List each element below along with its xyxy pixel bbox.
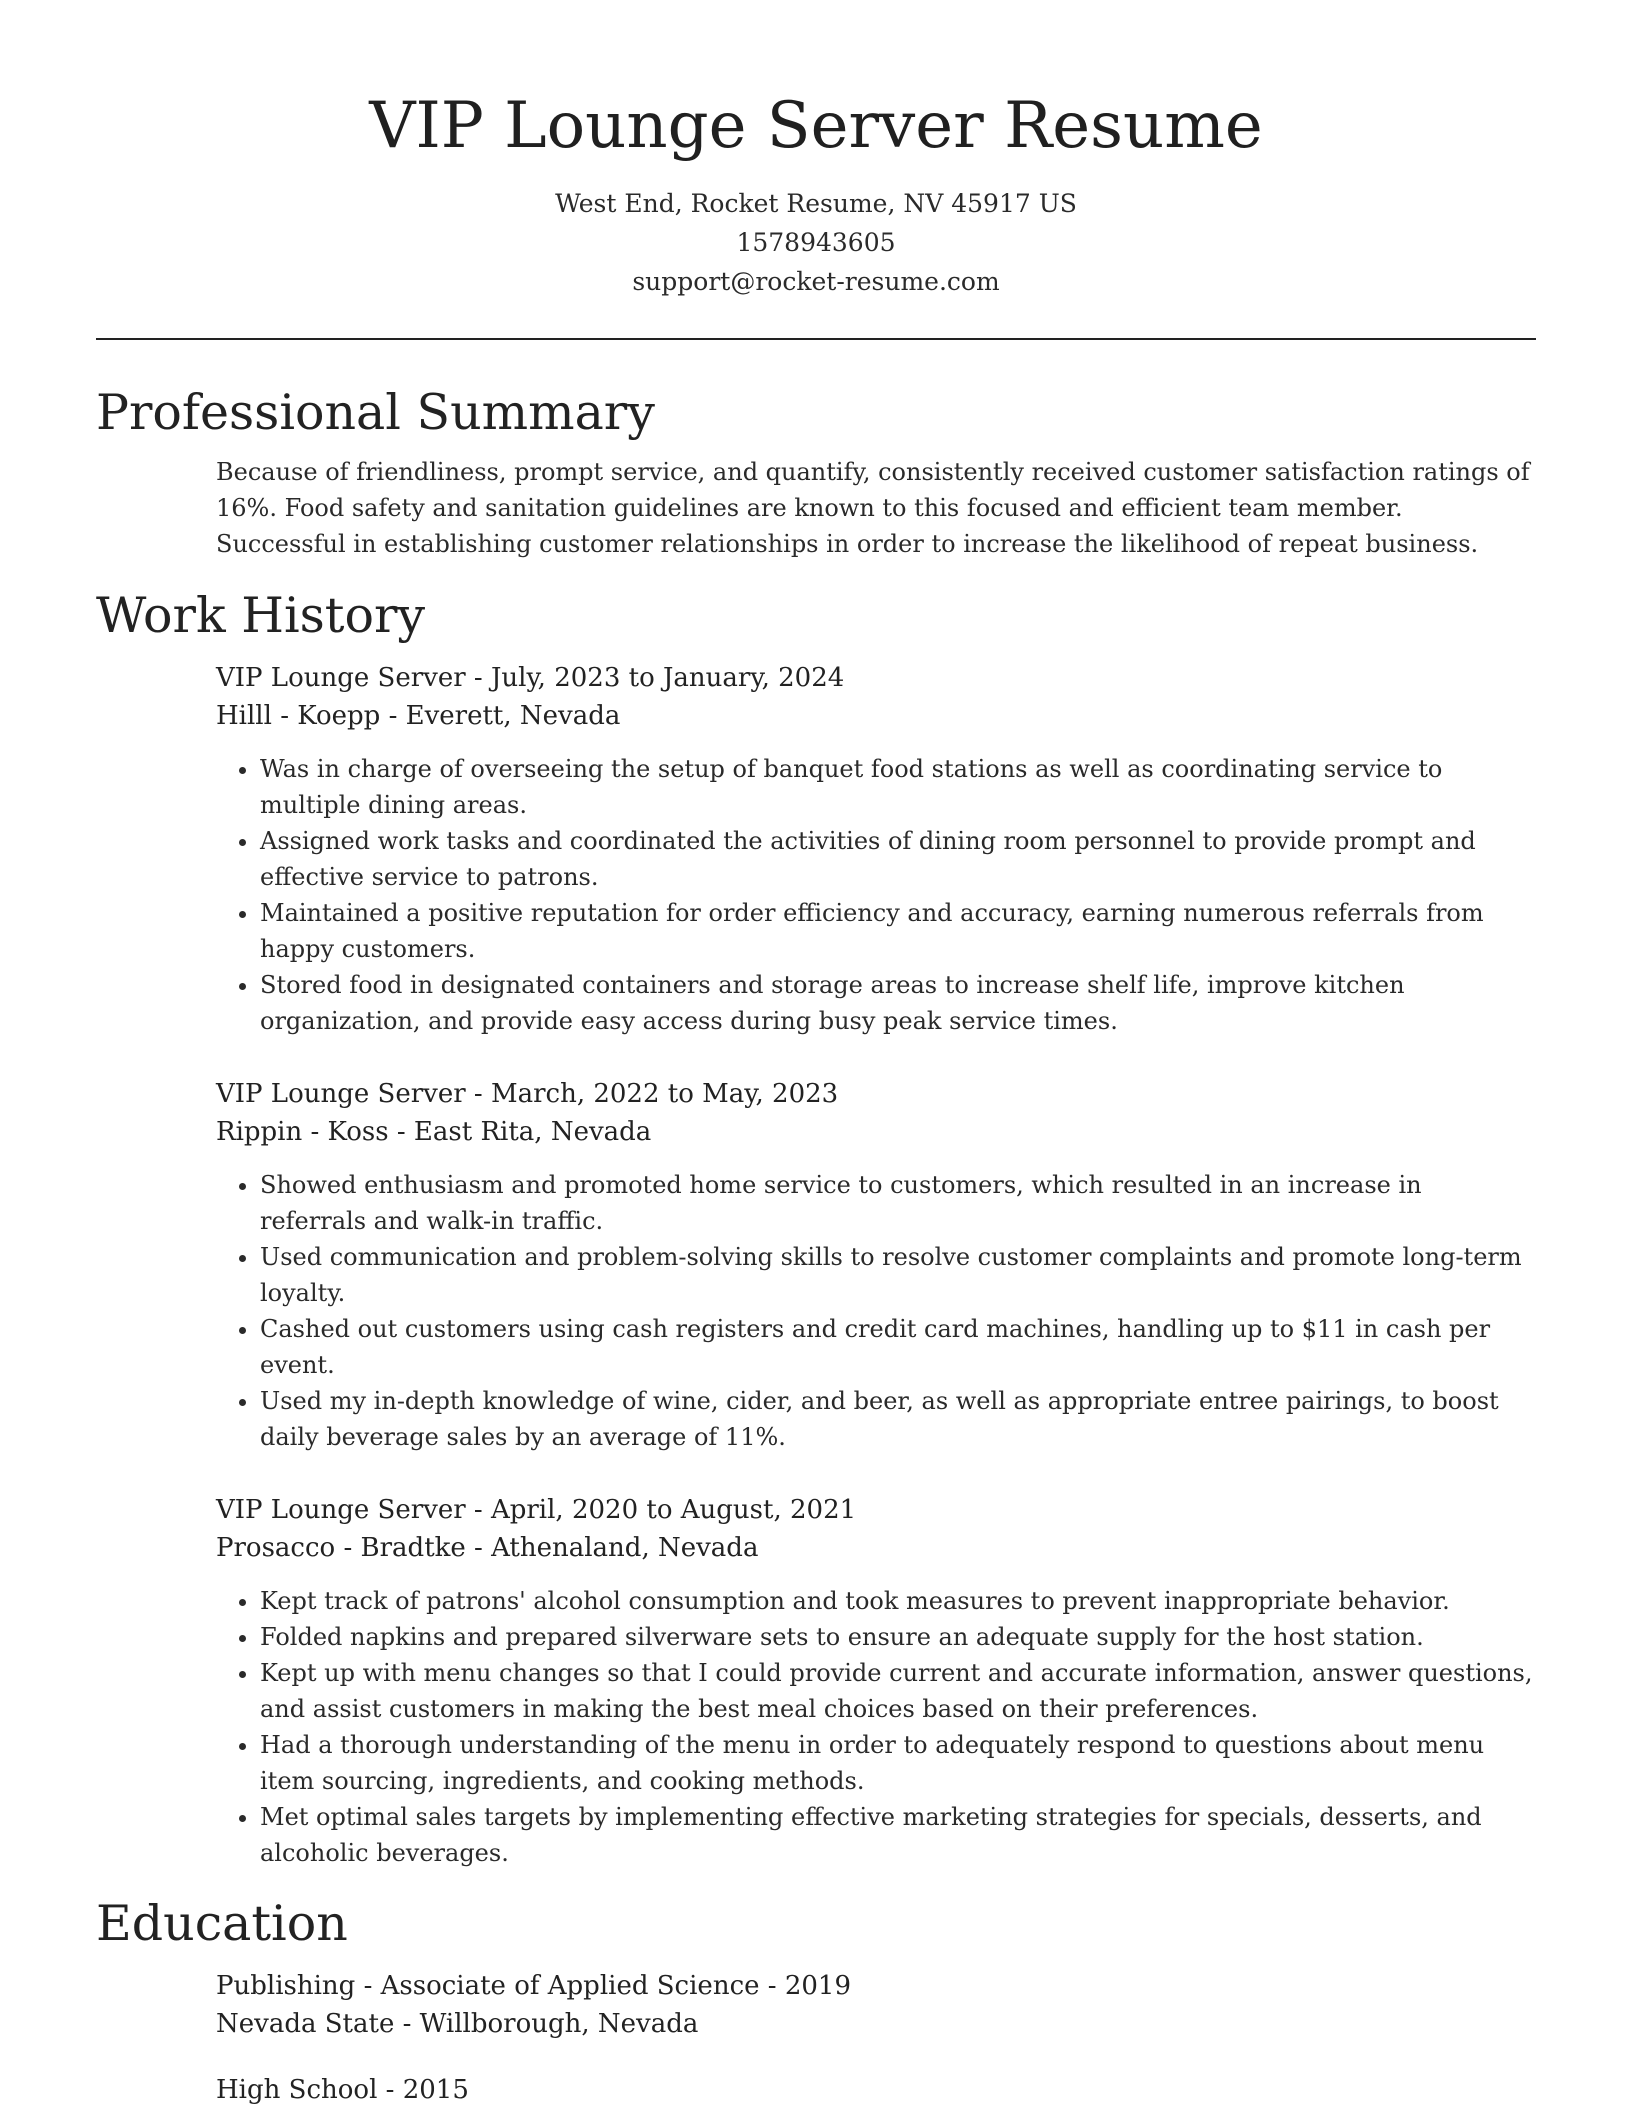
job-entry	[96, 1491, 1536, 1871]
job-bullet: • Used communication and problem-solving skills to resolve customer complaints and promote long-term loyalty.	[260, 1239, 1535, 1311]
contact-phone: 1578943605	[736, 228, 896, 257]
education-heading: Education	[96, 1895, 348, 1952]
education-entry	[216, 1967, 1536, 2043]
job-bullet-list	[96, 1167, 1535, 1455]
job-bullet: • Cashed out customers using cash registers and credit card machines, handling up to $11 in cash per event.	[260, 1311, 1535, 1383]
resume-header	[96, 0, 1536, 301]
job-bullet-list	[96, 751, 1535, 1039]
education-degree-year: High School - 2015	[216, 2075, 469, 2105]
job-company-location: Hilll - Koepp - Everett, Nevada	[216, 701, 621, 731]
education-section	[96, 1893, 1536, 2109]
job-bullet: • Used my in-depth knowledge of wine, cider, and beer, as well as appropriate entree pairings, to boost daily beverage sales by an average of 11%.	[260, 1383, 1535, 1455]
job-entry	[96, 659, 1536, 1039]
resume-page	[96, 0, 1536, 2109]
job-company-location: Rippin - Koss - East Rita, Nevada	[216, 1117, 652, 1147]
job-entry	[96, 1075, 1536, 1455]
resume-title: VIP Lounge Server Resume	[369, 89, 1263, 163]
work-history-heading: Work History	[96, 587, 426, 644]
header-divider	[96, 338, 1536, 340]
education-entry	[216, 2071, 1536, 2109]
job-bullet: • Folded napkins and prepared silverware sets to ensure an adequate supply for the host station.	[260, 1619, 1535, 1655]
contact-info	[96, 184, 1536, 301]
summary-text: Because of friendliness, prompt service, and quantify, consistently received customer satisfaction ratings of 16%. Food safety and sanitation guidelines are known to this focused and efficient team member. Successful in establishing customer relationships in order to increase the likelihood of repeat business.	[216, 458, 1530, 558]
job-bullet-list	[96, 1583, 1535, 1871]
job-bullet: • Kept up with menu changes so that I could provide current and accurate information, answer questions, and assist customers in making the best meal choices based on their preferences.	[260, 1655, 1535, 1727]
education-school-location: Nevada State - Willborough, Nevada	[216, 2009, 699, 2039]
summary-section	[96, 382, 1536, 562]
job-bullet: • Was in charge of overseeing the setup of banquet food stations as well as coordinating service to multiple dining areas.	[260, 751, 1535, 823]
job-bullet: • Kept track of patrons' alcohol consumption and took measures to prevent inappropriate behavior.	[260, 1583, 1535, 1619]
contact-address: West End, Rocket Resume, NV 45917 US	[555, 189, 1077, 218]
job-bullet: • Had a thorough understanding of the menu in order to adequately respond to questions about menu item sourcing, ingredients, and cooking methods.	[260, 1727, 1535, 1799]
job-bullet: • Stored food in designated containers and storage areas to increase shelf life, improve kitchen organization, and provide easy access during busy peak service times.	[260, 967, 1535, 1039]
contact-email: support@rocket-resume.com	[632, 267, 1000, 296]
job-bullet: • Maintained a positive reputation for order efficiency and accuracy, earning numerous referrals from happy customers.	[260, 895, 1535, 967]
education-degree-year: Publishing - Associate of Applied Science - 2019	[216, 1971, 851, 2001]
job-company-location: Prosacco - Bradtke - Athenaland, Nevada	[216, 1533, 759, 1563]
job-title-dates: VIP Lounge Server - April, 2020 to August, 2021	[216, 1495, 857, 1525]
job-bullet: • Showed enthusiasm and promoted home service to customers, which resulted in an increase in referrals and walk-in traffic.	[260, 1167, 1535, 1239]
summary-heading: Professional Summary	[96, 384, 655, 441]
job-title-dates: VIP Lounge Server - July, 2023 to January, 2024	[216, 663, 845, 693]
job-bullet: • Met optimal sales targets by implementing effective marketing strategies for specials, desserts, and alcoholic beverages.	[260, 1799, 1535, 1871]
work-history-section	[96, 585, 1536, 1871]
job-title-dates: VIP Lounge Server - March, 2022 to May, 2023	[216, 1079, 839, 1109]
job-bullet: • Assigned work tasks and coordinated the activities of dining room personnel to provide prompt and effective service to patrons.	[260, 823, 1535, 895]
